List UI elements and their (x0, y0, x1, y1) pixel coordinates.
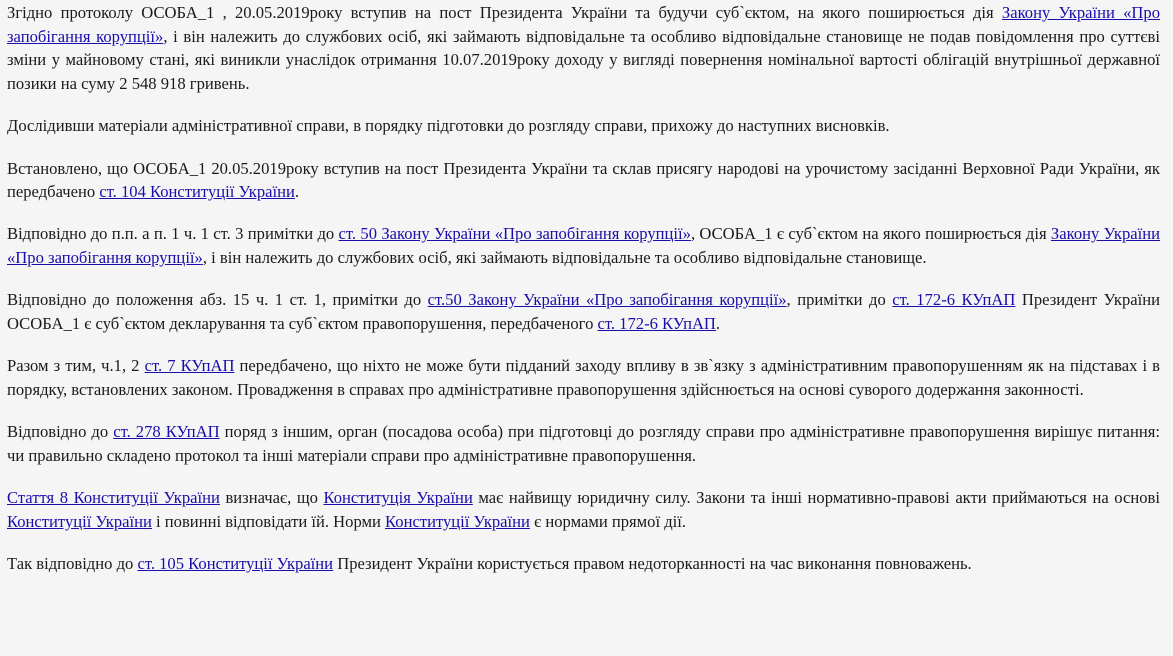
link-kupap-art-278[interactable]: ст. 278 КУпАП (113, 422, 220, 442)
link-constitution-art-104[interactable]: ст. 104 Конституції України (99, 182, 295, 202)
link-constitution[interactable]: Конституції України (385, 511, 530, 531)
text-segment: , і він належить до службових осіб, які займають відповідальне та особливо відповідальне становище не подав повідомлення про суттєві зміни у майновому стані, які виникли унаслідок отримання 10.07.2019року доходу у вигляді повернення номінальної вартості облігацій внутрішньої державної позики на суму 2 548 918 гривень. (7, 26, 1160, 94)
link-constitution[interactable]: Конституції України (7, 511, 152, 531)
text-segment: Встановлено, що ОСОБА_1 20.05.2019року вступив на пост Президента України та склав присягу народові на урочистому засіданні Верховної Ради України, як передбачено (7, 158, 1160, 202)
text-segment: Відповідно до п.п. а п. 1 ч. 1 ст. 3 примітки до (7, 224, 339, 244)
link-anticorruption-law[interactable]: Закону України «Про запобігання корупції» (7, 3, 1160, 46)
link-anticorruption-law-art-50[interactable]: ст. 50 Закону України «Про запобігання корупції» (338, 224, 691, 244)
text-segment: Президент України користується правом недоторканності на час виконання повноважень. (333, 553, 972, 573)
text-segment: є нормами прямої дії. (529, 511, 687, 531)
link-constitution-art-105[interactable]: ст. 105 Конституції України (137, 553, 334, 573)
paragraph (7, 157, 1160, 204)
text-segment: передбачено, що ніхто не може бути підданий заходу впливу в зв`язку з адміністративним правопорушенням як на підставах і в порядку, встановлених законом. Провадження в справах про адміністративне правопорушення здійснюється на основі суворого додержання законності. (7, 356, 1160, 399)
paragraph (7, 114, 1160, 138)
link-constitution[interactable]: Конституція України (323, 488, 473, 508)
text-segment: Так відповідно до (7, 553, 138, 573)
text-segment: Президент України ОСОБА_1 є суб`єктом декларування та суб`єктом правопорушення, передбаченого (7, 290, 1161, 334)
document-body (0, 1, 1173, 576)
paragraph (7, 1, 1160, 96)
link-anticorruption-law-art-50[interactable]: ст.50 Закону України «Про запобігання корупції» (427, 290, 787, 310)
text-segment: і повинні відповідати їй. Норми (151, 511, 386, 531)
text-segment: , ОСОБА_1 є суб`єктом на якого поширюється дія (690, 224, 1051, 244)
text-segment: , примітки до (786, 290, 893, 310)
paragraph (7, 420, 1160, 467)
paragraph (7, 486, 1160, 533)
paragraph (7, 552, 1160, 576)
text-segment: визначає, що (219, 488, 324, 508)
text-segment: , і він належить до службових осіб, які займають відповідальне та особливо відповідальне становище. (202, 248, 927, 268)
link-kupap-art-7[interactable]: ст. 7 КУпАП (144, 356, 235, 376)
paragraph (7, 288, 1160, 335)
text-segment: поряд з іншим, орган (посадова особа) при підготовці до розгляду справи про адміністративне правопорушення вирішує питання: чи правильно складено протокол та інші матеріали справи про адміністративне правопорушення. (7, 422, 1161, 465)
text-segment: Згідно протоколу ОСОБА_1 , 20.05.2019року вступив на пост Президента України та будучи суб`єктом, на якого поширюється дія (7, 3, 1002, 22)
paragraph (7, 222, 1160, 269)
text-segment: Відповідно до (7, 422, 114, 442)
link-constitution-art-8[interactable]: Стаття 8 Конституції України (7, 488, 220, 508)
paragraph (7, 354, 1160, 401)
text-segment: має найвищу юридичну силу. Закони та інші нормативно-правові акти приймаються на основі (472, 488, 1160, 508)
link-kupap-art-172-6[interactable]: ст. 172-6 КУпАП (597, 314, 716, 334)
link-anticorruption-law[interactable]: Закону України «Про запобігання корупції» (7, 224, 1161, 268)
text-segment: Дослідивши матеріали адміністративної справи, в порядку підготовки до розгляду справи, прихожу до наступних висновків. (7, 116, 890, 136)
link-kupap-art-172-6[interactable]: ст. 172-6 КУпАП (892, 290, 1016, 310)
text-segment: Відповідно до положення абз. 15 ч. 1 ст. 1, примітки до (7, 290, 428, 310)
text-segment: . (715, 314, 721, 334)
text-segment: Разом з тим, ч.1, 2 (7, 356, 145, 376)
text-segment: . (294, 182, 300, 202)
